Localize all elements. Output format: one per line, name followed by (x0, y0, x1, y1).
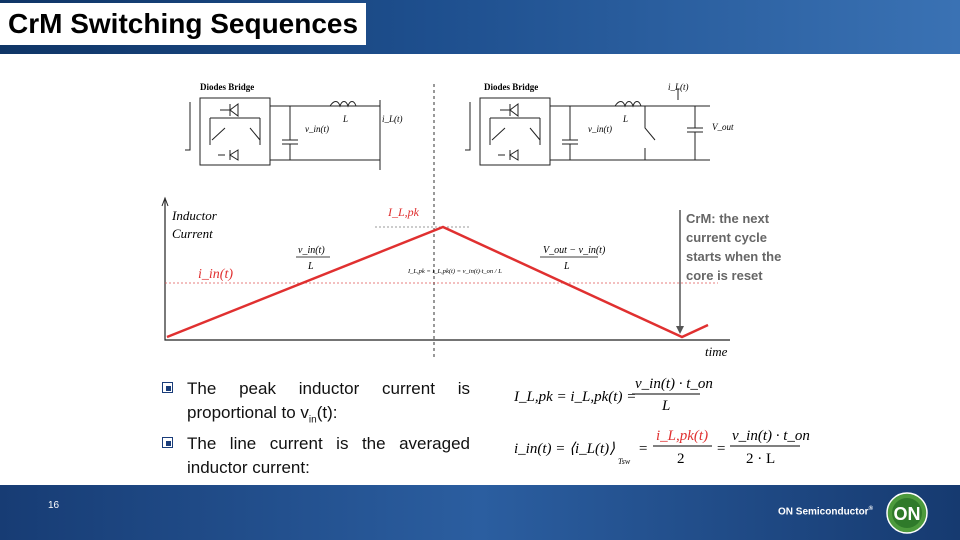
left-L-label: L (343, 114, 349, 124)
brand-mark: ® (868, 506, 873, 512)
left-circuit (185, 98, 380, 170)
circuit-waveform-figure (150, 70, 950, 370)
brand-text: ON Semiconductor (778, 506, 869, 518)
eq2-sub: Tsw (618, 457, 631, 466)
equations (510, 368, 810, 480)
bullet-text-1: The peak inductor current is proportional to v (187, 379, 470, 422)
logo-text: ON (893, 504, 921, 524)
bullet-marker-icon (162, 437, 173, 448)
left-vin-label: v_in(t) (305, 124, 329, 134)
bullet-list (160, 377, 470, 480)
eq1-den: L (662, 398, 671, 414)
svg-text:=: = (716, 441, 727, 457)
callout-line-2: current cycle (686, 230, 767, 245)
eq1-num: v_in(t) · t_on (635, 376, 713, 392)
left-bridge-label: Diodes Bridge (200, 82, 255, 92)
svg-text:=: = (638, 441, 649, 457)
brand-name (778, 506, 873, 517)
page-title: CrM Switching Sequences (8, 8, 359, 39)
eq2-rhs-num: v_in(t) · t_on (732, 428, 810, 444)
fall-slope-den: L (564, 261, 570, 272)
right-vout-label: V_out (712, 122, 734, 132)
callout-line-1: CrM: the next (686, 211, 770, 226)
x-axis-label: time (705, 344, 728, 359)
fall-slope-num: V_out − v_in(t) (543, 245, 606, 256)
bullet-item-1 (160, 377, 470, 432)
eq2-rhs-den: 2 · L (746, 451, 776, 467)
y-axis-label-1: Inductor (172, 208, 217, 223)
right-L-label: L (623, 114, 629, 124)
iin-label: i_in(t) (198, 267, 233, 282)
bullet-sub-1: in (308, 414, 317, 426)
peak-label: I_L,pk (388, 205, 419, 219)
bullet-text-2: The line current is the averaged inductor current: (187, 434, 470, 478)
right-vin-label: v_in(t) (588, 124, 612, 134)
eq2-mid-num: i_L,pk(t) (656, 428, 709, 444)
inductor-current-waveform (167, 227, 708, 337)
eq2-mid-den: 2 (677, 451, 685, 467)
rise-slope-num: v_in(t) (298, 245, 325, 256)
right-bridge-label: Diodes Bridge (484, 82, 539, 92)
callout-line-4: core is reset (686, 268, 763, 283)
rise-slope-den: L (308, 261, 314, 272)
page-number: 16 (48, 500, 60, 511)
bullet-marker-icon (162, 382, 173, 393)
eq1-lhs: I_L,pk = i_L,pk(t) = (514, 389, 637, 405)
bullet-item-2 (160, 432, 470, 480)
bullet-tail-1: (t): (316, 403, 338, 422)
right-iL-label: i_L(t) (668, 82, 689, 92)
title-bar (0, 0, 960, 54)
title-box (0, 3, 366, 45)
y-axis-label-2: Current (172, 226, 213, 241)
eq2-lhs: i_in(t) = ⟨i_L(t)⟩ (514, 441, 615, 457)
on-semiconductor-logo-icon (886, 492, 928, 534)
peak-eq-small: I_L,pk = i_L,pk(t) = v_in(t)·t_on / L (408, 268, 502, 275)
callout-line-3: starts when the (686, 249, 782, 264)
left-iL-label: i_L(t) (382, 114, 403, 124)
